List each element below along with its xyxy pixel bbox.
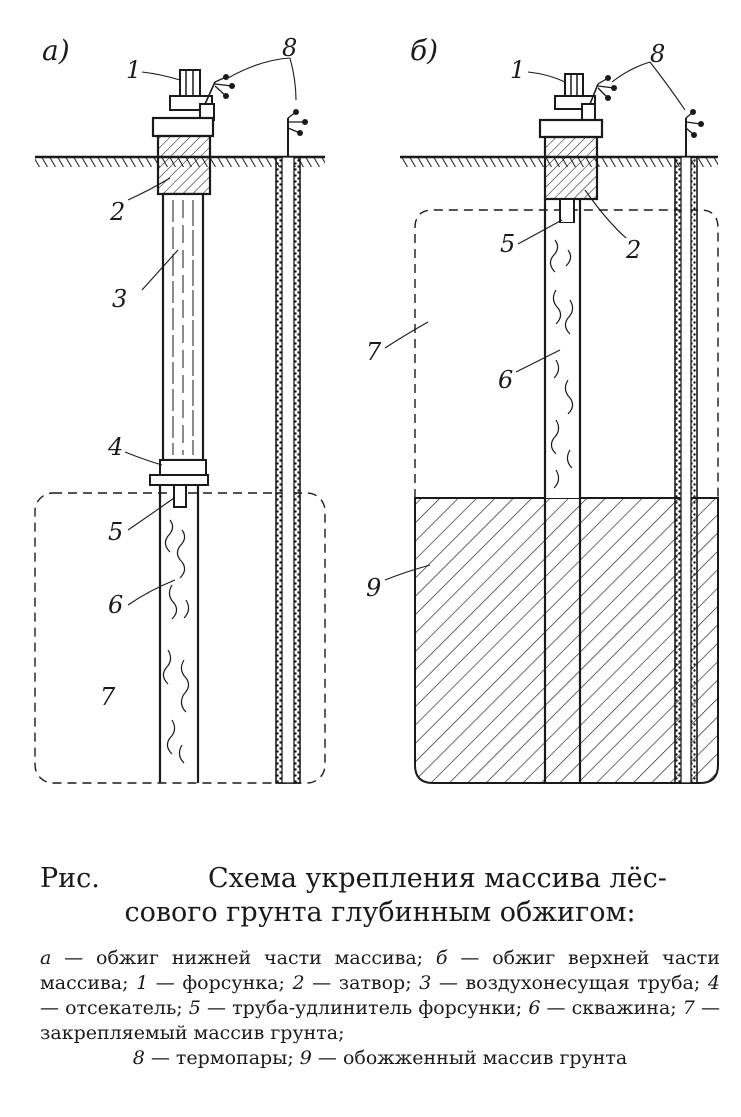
panel-b-letter: б): [410, 34, 439, 67]
label-a-1: 1: [126, 56, 142, 84]
figure-caption-title: [40, 862, 720, 930]
fired-soil-massif-b: [415, 498, 718, 783]
air-pipe-a: [163, 194, 203, 460]
legend-item-last: 8 — термопары; 9 — обожженный массив грунта: [132, 1047, 628, 1069]
label-a-8: 8: [282, 34, 298, 62]
label-b-1: 1: [510, 56, 526, 84]
panel-a: [35, 34, 325, 783]
legend-item: 1 — форсунка;: [136, 972, 285, 994]
legend-item: 6 — скважина;: [528, 997, 677, 1019]
panel-b: [366, 34, 718, 783]
label-b-8: 8: [650, 40, 666, 68]
legend-item: б — обжиг верхней части массива;: [40, 947, 720, 994]
label-b-2: 2: [626, 236, 642, 264]
label-a-4: 4: [108, 433, 124, 461]
legend-item: 3 — воздухонесущая труба;: [419, 972, 701, 994]
label-b-5: 5: [500, 230, 516, 258]
gate-a: [158, 136, 210, 194]
label-a-7: 7: [100, 683, 116, 711]
legend-item: 7 — закрепляемый массив грунта;: [40, 997, 720, 1044]
label-a-2: 2: [110, 198, 126, 226]
panel-a-letter: а): [42, 34, 70, 67]
legend-item: 4 — отсекатель;: [40, 972, 720, 1019]
caption-title-line2: сового грунта глубинным обжигом:: [124, 897, 636, 928]
caption-title-line1: Схема укрепления массива лёс-: [208, 863, 667, 894]
nozzle-extender-a: [174, 485, 186, 507]
label-b-6: 6: [498, 366, 514, 394]
label-b-9: 9: [366, 574, 382, 602]
gate-b: [545, 137, 597, 199]
label-b-7: 7: [366, 338, 382, 366]
thermocouple-a: [205, 74, 308, 783]
figure-word: Рис.: [40, 863, 100, 894]
borehole-a: [160, 485, 198, 783]
burner-nozzle-b: [540, 74, 602, 137]
label-a-6: 6: [108, 591, 124, 619]
figure-legend: [40, 946, 720, 1071]
legend-item: 5 — труба-удлинитель форсунки;: [188, 997, 523, 1019]
nozzle-extender-b: [560, 199, 574, 223]
legend-item: 2 — затвор;: [292, 972, 412, 994]
label-a-3: 3: [112, 285, 128, 313]
label-a-5: 5: [108, 518, 124, 546]
legend-item: а — обжиг нижней части массива;: [40, 947, 424, 969]
